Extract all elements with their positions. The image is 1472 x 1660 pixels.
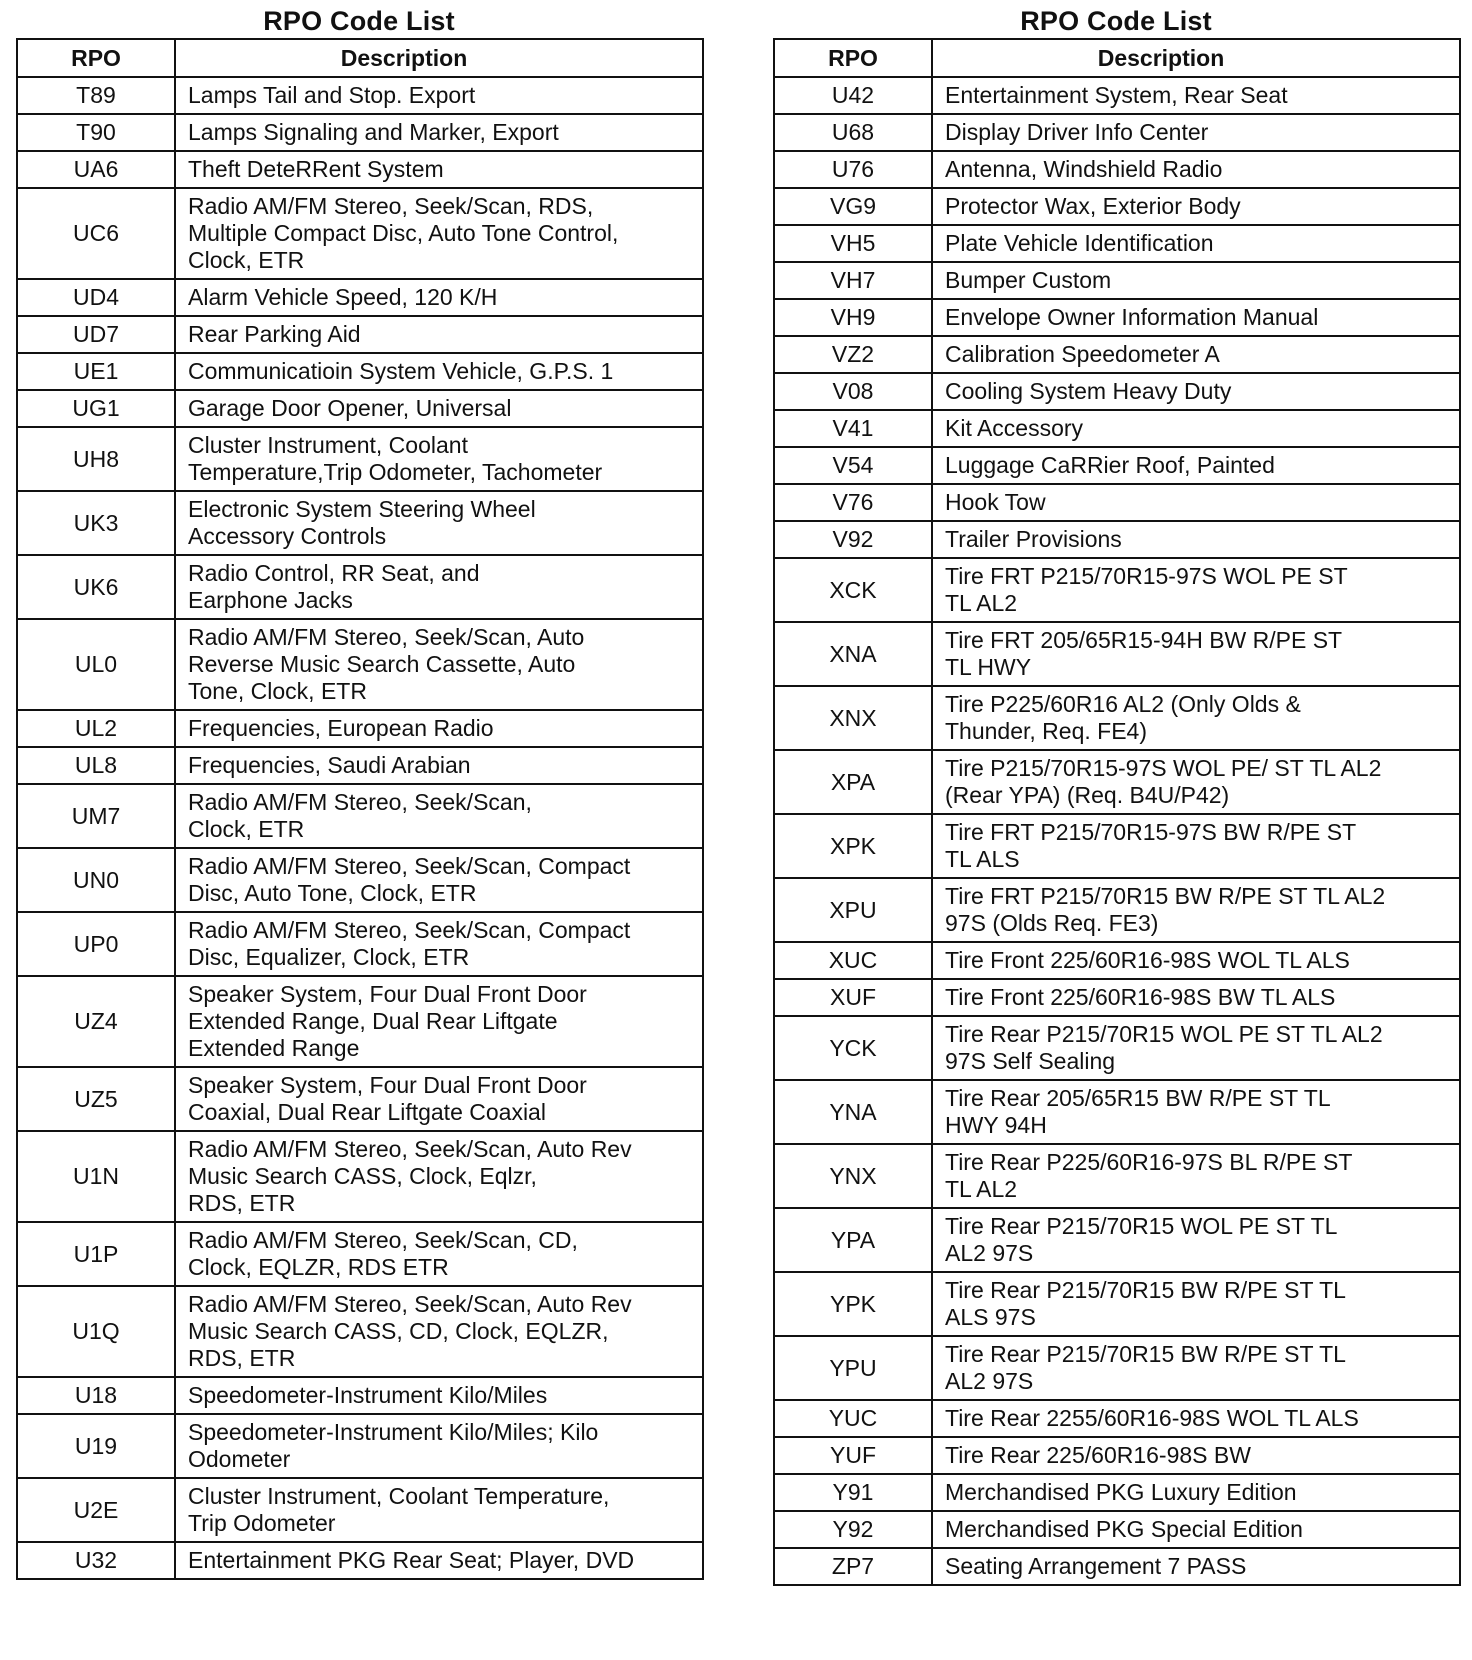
table-row xyxy=(17,1067,703,1131)
table-row xyxy=(17,151,703,188)
description-line: Luggage CaRRier Roof, Painted xyxy=(945,452,1275,478)
description-cell xyxy=(175,1377,703,1414)
description-line: Tire FRT P215/70R15-97S BW R/PE ST xyxy=(945,819,1357,845)
description-line: Tire FRT 205/65R15-94H BW R/PE ST xyxy=(945,627,1343,653)
table-row xyxy=(774,1336,1460,1400)
description-cell xyxy=(175,279,703,316)
rpo-code-cell: XNA xyxy=(774,622,932,686)
description-cell xyxy=(932,1080,1460,1144)
rpo-code-cell: UL0 xyxy=(17,619,175,710)
table-row xyxy=(17,1131,703,1222)
description-line: Antenna, Windshield Radio xyxy=(945,156,1223,182)
rpo-code-cell: UZ5 xyxy=(17,1067,175,1131)
description-cell xyxy=(175,390,703,427)
description-line: Temperature,Trip Odometer, Tachometer xyxy=(188,459,603,485)
description-cell xyxy=(175,1067,703,1131)
rpo-code-cell: UH8 xyxy=(17,427,175,491)
description-line: Bumper Custom xyxy=(945,267,1112,293)
description-cell xyxy=(932,1144,1460,1208)
description-line: Odometer xyxy=(188,1446,291,1472)
description-line: TL AL2 xyxy=(945,590,1018,616)
rpo-code-cell: Y91 xyxy=(774,1474,932,1511)
description-line: Merchandised PKG Special Edition xyxy=(945,1516,1303,1542)
table-row xyxy=(774,484,1460,521)
description-line: Clock, EQLZR, RDS ETR xyxy=(188,1254,449,1280)
description-line: Radio AM/FM Stereo, Seek/Scan, xyxy=(188,789,532,815)
description-line: Radio AM/FM Stereo, Seek/Scan, CD, xyxy=(188,1227,578,1253)
table-row xyxy=(17,353,703,390)
table-row xyxy=(17,427,703,491)
description-cell xyxy=(932,225,1460,262)
description-cell xyxy=(175,710,703,747)
description-cell xyxy=(175,1478,703,1542)
panel-title: RPO Code List xyxy=(1020,6,1212,36)
description-cell xyxy=(175,151,703,188)
rpo-code-cell: YUC xyxy=(774,1400,932,1437)
table-row xyxy=(774,1272,1460,1336)
rpo-code-cell: U19 xyxy=(17,1414,175,1478)
table-row xyxy=(17,555,703,619)
table-row xyxy=(774,942,1460,979)
table-row xyxy=(17,1222,703,1286)
description-line: Cluster Instrument, Coolant Temperature, xyxy=(188,1483,610,1509)
description-cell xyxy=(175,353,703,390)
description-cell xyxy=(932,484,1460,521)
table-row xyxy=(17,710,703,747)
description-line: Protector Wax, Exterior Body xyxy=(945,193,1241,219)
description-cell xyxy=(932,814,1460,878)
description-line: Disc, Auto Tone, Clock, ETR xyxy=(188,880,477,906)
description-line: Radio AM/FM Stereo, Seek/Scan, RDS, xyxy=(188,193,594,219)
rpo-code-cell: XPA xyxy=(774,750,932,814)
description-cell xyxy=(175,784,703,848)
rpo-code-cell: UG1 xyxy=(17,390,175,427)
table-row xyxy=(17,390,703,427)
table-body xyxy=(774,77,1460,1585)
description-cell xyxy=(175,1286,703,1377)
description-line: Calibration Speedometer A xyxy=(945,341,1220,367)
table-row xyxy=(17,1542,703,1579)
description-line: Entertainment System, Rear Seat xyxy=(945,82,1288,108)
description-line: Speaker System, Four Dual Front Door xyxy=(188,1072,587,1098)
table-row xyxy=(774,750,1460,814)
description-cell xyxy=(175,976,703,1067)
description-line: Garage Door Opener, Universal xyxy=(188,395,512,421)
description-cell xyxy=(932,1208,1460,1272)
description-cell xyxy=(932,1400,1460,1437)
description-cell xyxy=(932,521,1460,558)
rpo-code-cell: UD7 xyxy=(17,316,175,353)
description-line: TL AL2 xyxy=(945,1176,1018,1202)
rpo-panel-right xyxy=(773,0,1459,1586)
description-line: Envelope Owner Information Manual xyxy=(945,304,1319,330)
description-cell xyxy=(932,750,1460,814)
description-line: Tire FRT P215/70R15-97S WOL PE ST xyxy=(945,563,1348,589)
description-line: Radio AM/FM Stereo, Seek/Scan, Compact xyxy=(188,853,631,879)
rpo-code-cell: VH5 xyxy=(774,225,932,262)
table-row xyxy=(774,878,1460,942)
table-header-row xyxy=(774,39,1460,77)
description-line: Accessory Controls xyxy=(188,523,387,549)
description-line: TL HWY xyxy=(945,654,1032,680)
table-row xyxy=(774,1016,1460,1080)
description-line: Kit Accessory xyxy=(945,415,1084,441)
table-row xyxy=(17,77,703,114)
rpo-code-cell: YPK xyxy=(774,1272,932,1336)
description-cell xyxy=(932,1548,1460,1585)
description-line: AL2 97S xyxy=(945,1368,1034,1394)
rpo-code-cell: UL2 xyxy=(17,710,175,747)
description-line: Music Search CASS, Clock, Eqlzr, xyxy=(188,1163,537,1189)
rpo-code-cell: U76 xyxy=(774,151,932,188)
table-row xyxy=(774,1144,1460,1208)
rpo-code-cell: V54 xyxy=(774,447,932,484)
description-cell xyxy=(175,619,703,710)
table-row xyxy=(774,558,1460,622)
table-row xyxy=(17,1414,703,1478)
description-line: Earphone Jacks xyxy=(188,587,353,613)
description-line: RDS, ETR xyxy=(188,1190,296,1216)
description-line: Speaker System, Four Dual Front Door xyxy=(188,981,587,1007)
rpo-code-cell: UA6 xyxy=(17,151,175,188)
description-cell xyxy=(932,447,1460,484)
rpo-code-cell: YPU xyxy=(774,1336,932,1400)
table-row xyxy=(774,262,1460,299)
description-line: Tone, Clock, ETR xyxy=(188,678,367,704)
description-line: (Rear YPA) (Req. B4U/P42) xyxy=(945,782,1230,808)
column-header-description: Description xyxy=(932,39,1460,77)
description-line: Trip Odometer xyxy=(188,1510,336,1536)
description-cell xyxy=(932,188,1460,225)
table-row xyxy=(774,336,1460,373)
description-line: Tire Front 225/60R16-98S WOL TL ALS xyxy=(945,947,1350,973)
description-line: Speedometer-Instrument Kilo/Miles; Kilo xyxy=(188,1419,599,1445)
table-row xyxy=(774,686,1460,750)
table-row xyxy=(17,188,703,279)
table-row xyxy=(17,316,703,353)
rpo-code-cell: XPU xyxy=(774,878,932,942)
description-line: Tire Rear P225/60R16-97S BL R/PE ST xyxy=(945,1149,1353,1175)
description-cell xyxy=(932,336,1460,373)
table-row xyxy=(774,299,1460,336)
description-cell xyxy=(175,555,703,619)
description-line: Extended Range, Dual Rear Liftgate xyxy=(188,1008,558,1034)
rpo-panel-left xyxy=(16,0,702,1580)
description-cell xyxy=(175,1414,703,1478)
description-line: Coaxial, Dual Rear Liftgate Coaxial xyxy=(188,1099,546,1125)
description-line: Cooling System Heavy Duty xyxy=(945,378,1232,404)
description-cell xyxy=(175,747,703,784)
table-row xyxy=(774,1548,1460,1585)
rpo-code-cell: YNX xyxy=(774,1144,932,1208)
rpo-code-cell: VH9 xyxy=(774,299,932,336)
description-cell xyxy=(175,1222,703,1286)
rpo-code-cell: U1Q xyxy=(17,1286,175,1377)
rpo-code-cell: UE1 xyxy=(17,353,175,390)
rpo-table-left xyxy=(16,38,704,1580)
panel-title: RPO Code List xyxy=(263,6,455,36)
description-line: Radio AM/FM Stereo, Seek/Scan, Auto Rev xyxy=(188,1136,632,1162)
rpo-code-cell: U18 xyxy=(17,1377,175,1414)
description-cell xyxy=(932,114,1460,151)
description-line: Hook Tow xyxy=(945,489,1046,515)
rpo-code-cell: YUF xyxy=(774,1437,932,1474)
rpo-code-cell: U42 xyxy=(774,77,932,114)
column-header-rpo: RPO xyxy=(774,39,932,77)
rpo-code-cell: V92 xyxy=(774,521,932,558)
description-line: Disc, Equalizer, Clock, ETR xyxy=(188,944,470,970)
description-line: Theft DeteRRent System xyxy=(188,156,444,182)
description-line: Seating Arrangement 7 PASS xyxy=(945,1553,1247,1579)
table-row xyxy=(17,114,703,151)
description-line: Tire Rear 225/60R16-98S BW xyxy=(945,1442,1251,1468)
description-cell xyxy=(932,410,1460,447)
description-cell xyxy=(175,1131,703,1222)
rpo-code-cell: UK6 xyxy=(17,555,175,619)
table-row xyxy=(774,1400,1460,1437)
description-line: Tire Rear P215/70R15 BW R/PE ST TL xyxy=(945,1277,1346,1303)
rpo-code-cell: U2E xyxy=(17,1478,175,1542)
rpo-code-cell: XNX xyxy=(774,686,932,750)
table-row xyxy=(774,410,1460,447)
rpo-code-cell: V76 xyxy=(774,484,932,521)
description-cell xyxy=(932,979,1460,1016)
description-cell xyxy=(175,848,703,912)
description-line: Multiple Compact Disc, Auto Tone Control, xyxy=(188,220,619,246)
description-line: Radio AM/FM Stereo, Seek/Scan, Auto Rev xyxy=(188,1291,632,1317)
description-line: Radio AM/FM Stereo, Seek/Scan, Auto xyxy=(188,624,585,650)
description-line: Tire Front 225/60R16-98S BW TL ALS xyxy=(945,984,1336,1010)
rpo-code-cell: U32 xyxy=(17,1542,175,1579)
rpo-code-cell: YPA xyxy=(774,1208,932,1272)
description-cell xyxy=(932,373,1460,410)
description-line: 97S Self Sealing xyxy=(945,1048,1116,1074)
description-cell xyxy=(932,1511,1460,1548)
column-header-rpo: RPO xyxy=(17,39,175,77)
table-row xyxy=(774,77,1460,114)
description-cell xyxy=(932,1016,1460,1080)
table-row xyxy=(17,912,703,976)
description-cell xyxy=(932,878,1460,942)
table-row xyxy=(17,848,703,912)
description-cell xyxy=(932,1437,1460,1474)
description-line: Tire Rear 205/65R15 BW R/PE ST TL xyxy=(945,1085,1331,1111)
description-cell xyxy=(932,558,1460,622)
description-cell xyxy=(932,1474,1460,1511)
description-line: HWY 94H xyxy=(945,1112,1047,1138)
rpo-code-cell: UP0 xyxy=(17,912,175,976)
description-line: Frequencies, Saudi Arabian xyxy=(188,752,471,778)
rpo-code-cell: YCK xyxy=(774,1016,932,1080)
rpo-code-cell: UK3 xyxy=(17,491,175,555)
rpo-code-cell: UZ4 xyxy=(17,976,175,1067)
description-line: Electronic System Steering Wheel xyxy=(188,496,536,522)
description-line: Radio AM/FM Stereo, Seek/Scan, Compact xyxy=(188,917,631,943)
table-row xyxy=(17,976,703,1067)
description-line: Radio Control, RR Seat, and xyxy=(188,560,480,586)
table-row xyxy=(774,1080,1460,1144)
table-row xyxy=(17,1377,703,1414)
description-line: Clock, ETR xyxy=(188,247,305,273)
description-cell xyxy=(932,942,1460,979)
table-row xyxy=(17,1286,703,1377)
rpo-code-cell: UN0 xyxy=(17,848,175,912)
description-line: Tire P215/70R15-97S WOL PE/ ST TL AL2 xyxy=(945,755,1382,781)
description-line: Clock, ETR xyxy=(188,816,305,842)
description-cell xyxy=(932,686,1460,750)
rpo-code-cell: V08 xyxy=(774,373,932,410)
description-cell xyxy=(175,491,703,555)
rpo-code-cell: XUC xyxy=(774,942,932,979)
description-line: Tire Rear P215/70R15 BW R/PE ST TL xyxy=(945,1341,1346,1367)
description-cell xyxy=(175,188,703,279)
description-cell xyxy=(175,316,703,353)
table-row xyxy=(774,188,1460,225)
rpo-code-cell: UD4 xyxy=(17,279,175,316)
table-row xyxy=(774,225,1460,262)
description-cell xyxy=(932,1272,1460,1336)
description-line: TL ALS xyxy=(945,846,1020,872)
table-row xyxy=(17,784,703,848)
table-row xyxy=(774,1437,1460,1474)
description-line: Rear Parking Aid xyxy=(188,321,361,347)
description-line: Alarm Vehicle Speed, 120 K/H xyxy=(188,284,498,310)
description-line: Speedometer-Instrument Kilo/Miles xyxy=(188,1382,548,1408)
table-row xyxy=(774,151,1460,188)
description-line: Entertainment PKG Rear Seat; Player, DVD xyxy=(188,1547,635,1573)
description-line: 97S (Olds Req. FE3) xyxy=(945,910,1159,936)
description-line: Cluster Instrument, Coolant xyxy=(188,432,468,458)
description-line: Plate Vehicle Identification xyxy=(945,230,1214,256)
rpo-code-cell: XCK xyxy=(774,558,932,622)
description-cell xyxy=(175,77,703,114)
description-line: Tire Rear P215/70R15 WOL PE ST TL xyxy=(945,1213,1338,1239)
description-line: Thunder, Req. FE4) xyxy=(945,718,1147,744)
rpo-code-cell: T90 xyxy=(17,114,175,151)
description-line: ALS 97S xyxy=(945,1304,1036,1330)
table-body xyxy=(17,77,703,1579)
description-line: Tire Rear 2255/60R16-98S WOL TL ALS xyxy=(945,1405,1359,1431)
rpo-code-cell: UM7 xyxy=(17,784,175,848)
rpo-code-cell: ZP7 xyxy=(774,1548,932,1585)
description-line: Tire FRT P215/70R15 BW R/PE ST TL AL2 xyxy=(945,883,1386,909)
description-cell xyxy=(175,1542,703,1579)
table-row xyxy=(774,1474,1460,1511)
table-row xyxy=(17,747,703,784)
rpo-code-cell: UL8 xyxy=(17,747,175,784)
table-header-row xyxy=(17,39,703,77)
rpo-code-cell: VG9 xyxy=(774,188,932,225)
description-cell xyxy=(932,299,1460,336)
description-cell xyxy=(175,427,703,491)
table-row xyxy=(774,373,1460,410)
description-line: AL2 97S xyxy=(945,1240,1034,1266)
table-row xyxy=(774,814,1460,878)
table-row xyxy=(774,979,1460,1016)
table-row xyxy=(774,521,1460,558)
column-header-description: Description xyxy=(175,39,703,77)
description-cell xyxy=(932,151,1460,188)
description-line: Lamps Tail and Stop. Export xyxy=(188,82,476,108)
rpo-code-cell: XPK xyxy=(774,814,932,878)
description-line: Frequencies, European Radio xyxy=(188,715,494,741)
table-row xyxy=(17,619,703,710)
description-line: Display Driver Info Center xyxy=(945,119,1209,145)
description-cell xyxy=(932,262,1460,299)
table-row xyxy=(774,447,1460,484)
table-row xyxy=(774,1208,1460,1272)
rpo-table-right xyxy=(773,38,1461,1586)
rpo-code-cell: U1N xyxy=(17,1131,175,1222)
description-line: Tire P225/60R16 AL2 (Only Olds & xyxy=(945,691,1301,717)
description-line: Extended Range xyxy=(188,1035,360,1061)
table-row xyxy=(17,279,703,316)
description-line: Music Search CASS, CD, Clock, EQLZR, xyxy=(188,1318,609,1344)
description-line: Tire Rear P215/70R15 WOL PE ST TL AL2 xyxy=(945,1021,1383,1047)
description-line: Lamps Signaling and Marker, Export xyxy=(188,119,559,145)
table-row xyxy=(17,1478,703,1542)
description-cell xyxy=(932,1336,1460,1400)
description-cell xyxy=(932,622,1460,686)
description-cell xyxy=(175,912,703,976)
table-row xyxy=(774,114,1460,151)
rpo-code-cell: VH7 xyxy=(774,262,932,299)
rpo-code-cell: VZ2 xyxy=(774,336,932,373)
rpo-code-cell: UC6 xyxy=(17,188,175,279)
description-line: Trailer Provisions xyxy=(945,526,1122,552)
rpo-code-cell: XUF xyxy=(774,979,932,1016)
rpo-code-cell: U68 xyxy=(774,114,932,151)
table-row xyxy=(774,622,1460,686)
rpo-code-cell: Y92 xyxy=(774,1511,932,1548)
description-cell xyxy=(932,77,1460,114)
description-cell xyxy=(175,114,703,151)
rpo-code-cell: U1P xyxy=(17,1222,175,1286)
description-line: Reverse Music Search Cassette, Auto xyxy=(188,651,576,677)
table-row xyxy=(17,491,703,555)
rpo-code-cell: YNA xyxy=(774,1080,932,1144)
rpo-code-cell: V41 xyxy=(774,410,932,447)
table-row xyxy=(774,1511,1460,1548)
rpo-code-cell: T89 xyxy=(17,77,175,114)
description-line: Communicatioin System Vehicle, G.P.S. 1 xyxy=(188,358,614,384)
description-line: RDS, ETR xyxy=(188,1345,296,1371)
description-line: Merchandised PKG Luxury Edition xyxy=(945,1479,1297,1505)
